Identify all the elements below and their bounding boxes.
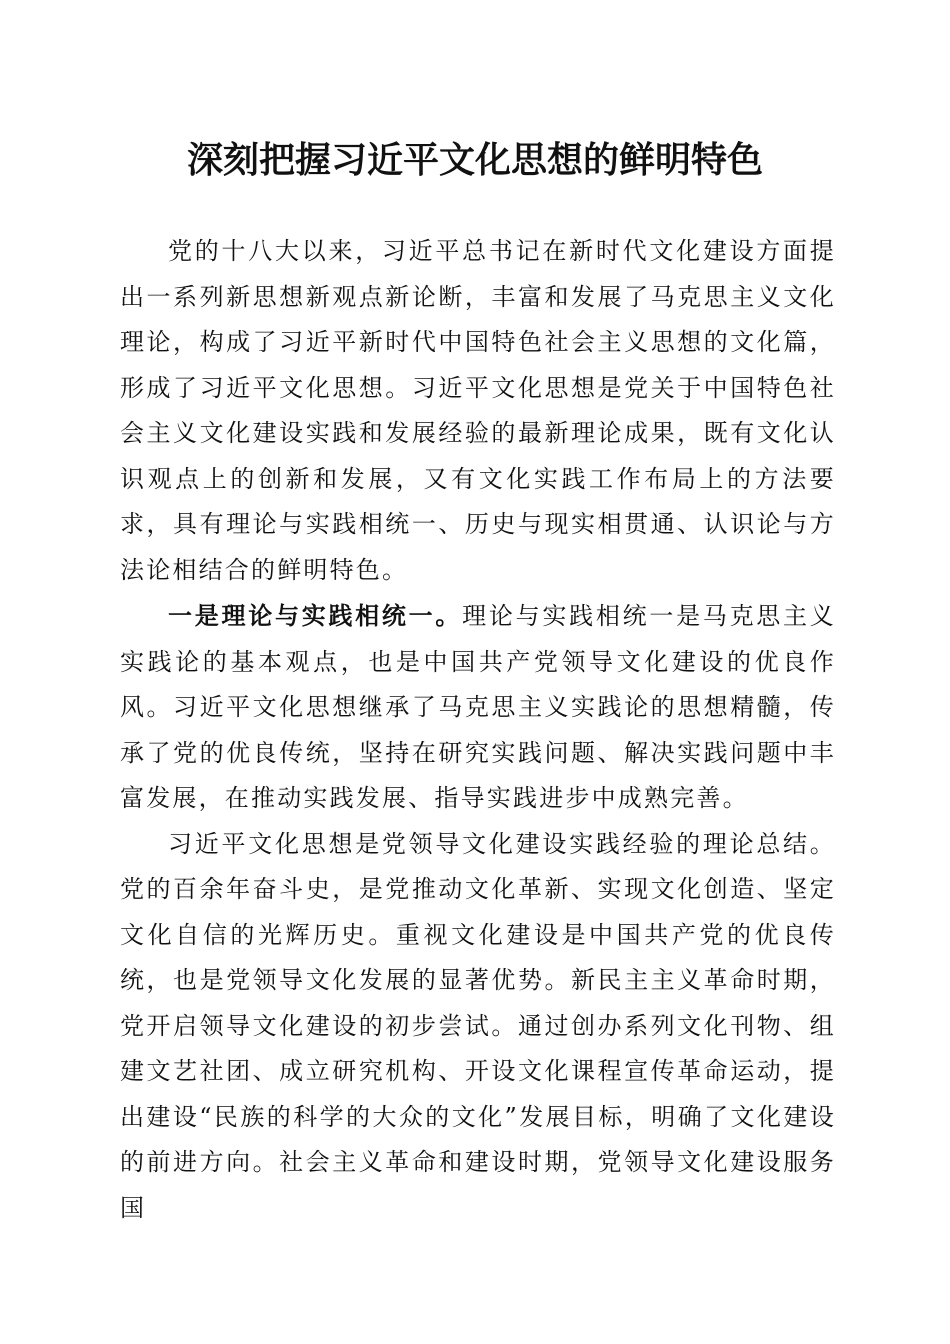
paragraph-1-text: 党的十八大以来，习近平总书记在新时代文化建设方面提出一系列新思想新观点新论断，丰富和发展了马克思主义文化理论，构成了习近平新时代中国特色社会主义思想的文化篇，形成了习近平文化思想。习近平文化思想是党关于中国特色社会主义文化建设实践和发展经验的最新理论成果，既有文化认识观点上的创新和发展，又有文化实践工作布局上的方法要求，具有理论与实践相统一、历史与现实相贯通、认识论与方法论相结合的鲜明特色。 [120, 237, 836, 584]
document-body [120, 229, 836, 1231]
paragraph-1 [120, 229, 836, 593]
paragraph-3 [120, 822, 836, 1232]
paragraph-3-text: 习近平文化思想是党领导文化建设实践经验的理论总结。党的百余年奋斗史，是党推动文化革新、实现文化创造、坚定文化自信的光辉历史。重视文化建设是中国共产党的优良传统，也是党领导文化发展的显著优势。新民主主义革命时期，党开启领导文化建设的初步尝试。通过创办系列文化刊物、组建文艺社团、成立研究机构、开设文化课程宣传革命运动，提出建设“民族的科学的大众的文化”发展目标，明确了文化建设的前进方向。社会主义革命和建设时期，党领导文化建设服务国 [120, 829, 836, 1222]
paragraph-2 [120, 593, 836, 822]
document-title: 深刻把握习近平文化思想的鲜明特色 [186, 139, 763, 181]
paragraph-2-lead: 一是理论与实践相统一。 [168, 601, 463, 630]
paragraph-2-text: 理论与实践相统一是马克思主义实践论的基本观点，也是中国共产党领导文化建设的优良作风。习近平文化思想继承了马克思主义实践论的思想精髓，传承了党的优良传统，坚持在研究实践问题、解决实践问题中丰富发展，在推动实践发展、指导实践进步中成熟完善。 [120, 602, 836, 812]
